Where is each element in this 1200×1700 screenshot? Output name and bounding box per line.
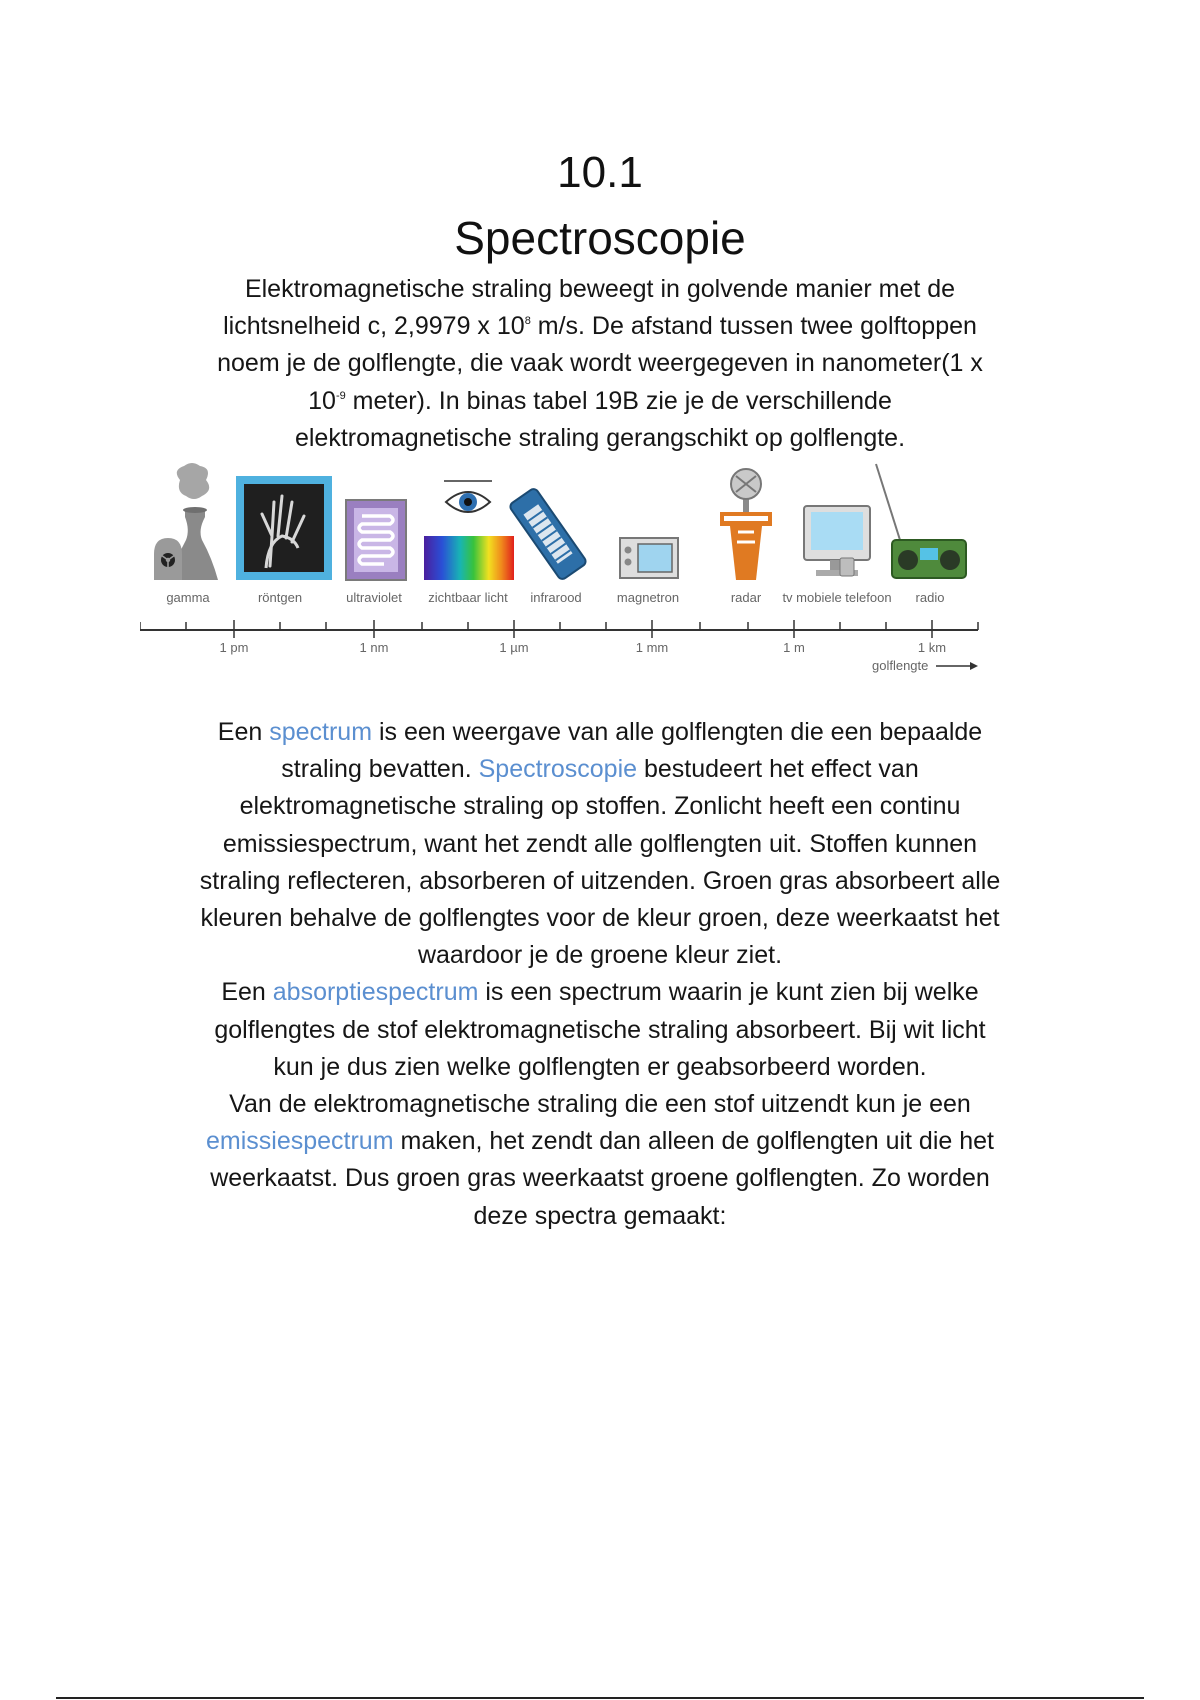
text-span: 10 bbox=[308, 386, 336, 415]
em-spectrum-svg bbox=[140, 462, 1070, 680]
text-span: m/s. De afstand tussen twee golftoppen bbox=[530, 312, 977, 341]
page-title: Spectroscopie bbox=[454, 212, 746, 264]
keyword-spectroscopie: Spectroscopie bbox=[478, 755, 638, 784]
body-line: weerkaatst. Dus groen gras weerkaatst groene golflengten. Zo worden bbox=[210, 1164, 990, 1193]
body-line: deze spectra gemaakt: bbox=[473, 1201, 727, 1230]
body-line: golflengtes de stof elektromagnetische straling absorbeert. Bij wit licht bbox=[214, 1015, 986, 1044]
wavelength-axis bbox=[140, 620, 978, 638]
text-span: lichtsnelheid c, 2,9979 x 10 bbox=[223, 312, 525, 341]
category-label: magnetron bbox=[616, 590, 680, 605]
body-line bbox=[130, 974, 1070, 1011]
intro-line: Elektromagnetische straling beweegt in golvende manier met de bbox=[244, 275, 956, 303]
body-line: waardoor je de groene kleur ziet. bbox=[417, 941, 783, 970]
page-bottom-rule bbox=[56, 1697, 1144, 1699]
body-line: kleuren behalve de golflengtes voor de kleur groen, deze weerkaatst het bbox=[200, 904, 1000, 933]
keyword-emissiespectrum: emissiespectrum bbox=[205, 1127, 394, 1156]
em-spectrum-figure bbox=[140, 462, 1070, 680]
xray-hand-icon bbox=[236, 476, 332, 580]
intro-line: noem je de golflengte, die vaak wordt weergegeven in nanometer(1 x bbox=[217, 349, 983, 378]
television-icon bbox=[804, 506, 870, 576]
body-line bbox=[130, 1123, 1070, 1160]
category-label: infrarood bbox=[530, 590, 582, 605]
axis-label: golflengte bbox=[872, 658, 929, 673]
text-span: straling bevatten. bbox=[281, 755, 479, 784]
radar-tower-icon bbox=[720, 469, 772, 580]
radio-icon bbox=[876, 464, 966, 578]
nuclear-plant-icon bbox=[154, 463, 218, 580]
text-span: Een bbox=[217, 718, 270, 746]
intro-line bbox=[130, 308, 1070, 345]
category-label: gamma bbox=[166, 590, 210, 605]
body-line: emissiespectrum, want het zendt alle golflengten uit. Stoffen kunnen bbox=[222, 829, 978, 858]
keyword-absorptiespectrum: absorptiespectrum bbox=[272, 978, 479, 1007]
keyword-spectrum: spectrum bbox=[269, 718, 373, 746]
uv-lamp-icon bbox=[346, 500, 406, 580]
superscript: -9 bbox=[335, 389, 346, 402]
body-line: straling reflecteren, absorberen of uitzenden. Groen gras absorbeert alle bbox=[199, 866, 1001, 895]
scale-label: 1 µm bbox=[499, 640, 529, 655]
category-label: röntgen bbox=[257, 590, 303, 605]
category-label: radar bbox=[730, 590, 762, 605]
category-label: ultraviolet bbox=[346, 590, 402, 605]
superscript: 8 bbox=[524, 315, 531, 328]
text-span: is een weergave van alle golflengten die een bepaalde bbox=[372, 718, 983, 746]
eye-spectrum-icon bbox=[424, 480, 514, 580]
intro-line bbox=[130, 383, 1070, 420]
section-number: 10.1 bbox=[557, 148, 643, 197]
text-span: maken, het zendt dan alleen de golflengten uit die het bbox=[393, 1127, 994, 1156]
category-label: tv mobiele telefoon bbox=[782, 590, 892, 605]
text-span: is een spectrum waarin je kunt zien bij welke bbox=[478, 978, 979, 1007]
body-line: Van de elektromagnetische straling die een stof uitzendt kun je een bbox=[229, 1090, 971, 1119]
body-line bbox=[130, 714, 1070, 751]
body-line: elektromagnetische straling op stoffen. Zonlicht heeft een continu bbox=[239, 792, 961, 821]
text-span: meter). In binas tabel 19B zie je de verschillende bbox=[345, 386, 892, 415]
text-span: Een bbox=[221, 978, 273, 1007]
scale-label: 1 pm bbox=[219, 640, 249, 655]
scale-label: 1 mm bbox=[635, 640, 669, 655]
intro-paragraph bbox=[130, 271, 1070, 457]
text-span: bestudeert het effect van bbox=[637, 755, 919, 784]
body-paragraph bbox=[130, 714, 1070, 1235]
body-line bbox=[130, 751, 1070, 788]
microwave-icon bbox=[620, 538, 678, 578]
axis-arrow-icon bbox=[936, 662, 978, 670]
scale-label: 1 nm bbox=[359, 640, 389, 655]
intro-line: elektromagnetische straling gerangschikt op golflengte. bbox=[294, 423, 906, 452]
category-label: zichtbaar licht bbox=[428, 590, 508, 605]
scale-label: 1 m bbox=[783, 640, 805, 655]
scale-label: 1 km bbox=[917, 640, 947, 655]
category-label: radio bbox=[915, 590, 945, 605]
infrared-remote-icon bbox=[509, 487, 588, 581]
body-line: kun je dus zien welke golflengten er geabsorbeerd worden. bbox=[273, 1052, 927, 1081]
